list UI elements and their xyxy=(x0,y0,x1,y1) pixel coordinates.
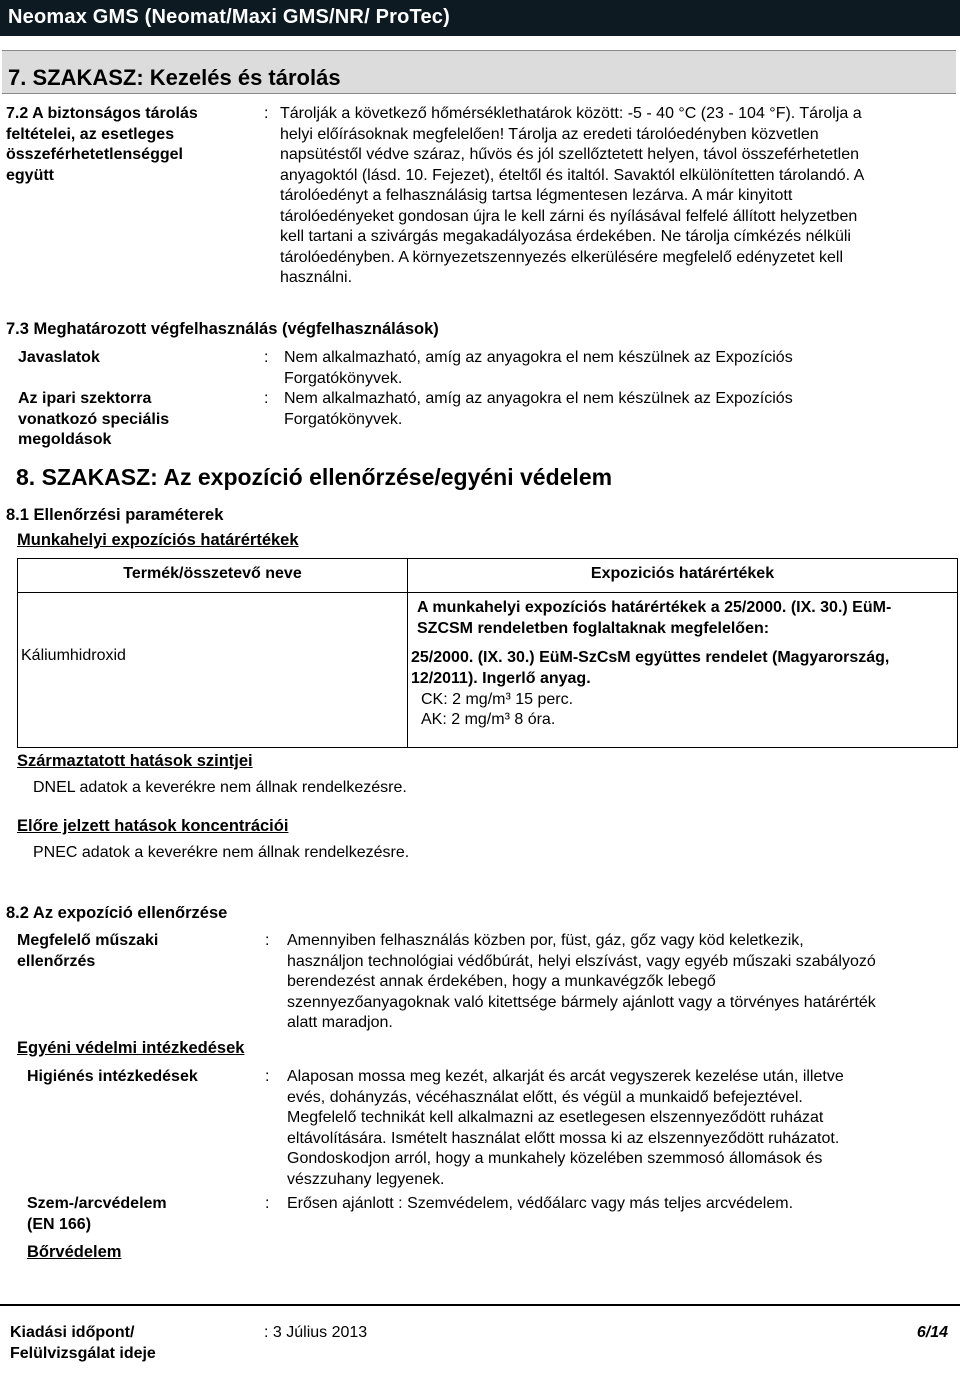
section-7-title: 7. SZAKASZ: Kezelés és tárolás xyxy=(8,65,341,90)
footer-divider xyxy=(0,1304,960,1306)
table-cell-limits-line: A munkahelyi expozíciós határértékek a 25/2000. (IX. 30.) EüM- xyxy=(417,599,892,616)
pnec-text: PNEC adatok a keverékre nem állnak rendelkezésre. xyxy=(33,844,410,861)
table-header-product: Termék/összetevő neve xyxy=(123,565,302,582)
hygiene-text: Alaposan mossa meg kezét, alkarját és arcát vegyszerek kezelése után, illetve evés, dohányzás, vécéhasználat előtt, és végül a munkaidő befejeztével. Megfelelő technikát kell alkalmazni az esetlegesen elszennyeződött ruházat eltávolítására. Ismételt használat előtt mossa ki az elszennyeződött ruházatot. Gondoskodjon arról, hogy a munkahely közelében szemmosó állomások és vészzuhany legyenek. xyxy=(287,1068,844,1188)
eye-protection-text: Erősen ajánlott : Szemvédelem, védőálarc vagy más teljes arcvédelem. xyxy=(287,1195,794,1212)
colon: : xyxy=(264,390,269,407)
footer-issue-label: Kiadási időpont/ Felülvizsgálat ideje xyxy=(10,1324,156,1362)
hygiene-label: Higiénés intézkedések xyxy=(27,1068,198,1085)
table-cell-limits-line: 25/2000. (IX. 30.) EüM-SzCsM együttes rendelet (Magyarország, xyxy=(411,649,890,666)
table-cell-limit-ck: CK: 2 mg/m³ 15 perc. xyxy=(421,691,574,708)
table-divider xyxy=(407,559,408,747)
colon: : xyxy=(265,932,270,949)
product-title: Neomax GMS (Neomat/Maxi GMS/NR/ ProTec) xyxy=(8,6,450,28)
exposure-limits-table xyxy=(17,558,958,748)
skin-protection-title: Bőrvédelem xyxy=(27,1243,122,1261)
table-header-limits: Expoziciós határértékek xyxy=(590,565,775,582)
table-cell-limits-line: 12/2011). Ingerlő anyag. xyxy=(411,670,591,687)
colon: : xyxy=(265,1068,270,1085)
section-8-1-title: 8.1 Ellenőrzési paraméterek xyxy=(6,506,224,524)
section-8-2-title: 8.2 Az expozíció ellenőrzése xyxy=(6,904,228,922)
table-cell-limits-line: SZCSM rendeletben foglaltaknak megfelelően: xyxy=(417,620,770,637)
colon: : xyxy=(264,349,269,366)
colon: : xyxy=(264,105,269,122)
pnec-title: Előre jelzett hatások koncentrációi xyxy=(17,817,289,835)
section-8-title: 8. SZAKASZ: Az expozíció ellenőrzése/egyéni védelem xyxy=(16,464,613,490)
dnel-title: Származtatott hatások szintjei xyxy=(17,752,253,770)
table-cell-limit-ak: AK: 2 mg/m³ 8 óra. xyxy=(421,711,556,728)
personal-protection-title: Egyéni védelmi intézkedések xyxy=(17,1039,245,1057)
dnel-text: DNEL adatok a keverékre nem állnak rendelkezésre. xyxy=(33,779,407,796)
page-number: 6/14 xyxy=(916,1324,948,1341)
storage-conditions-text: Tárolják a következő hőmérséklethatárok között: -5 - 40 °C (23 - 104 °F). Tárolja a helyi előírásoknak megfelelően! Tárolja az eredeti tárolóedényben közvetlen napsütéstől védve száraz, hűvös és jól szellőztetett helyen, távol összeférhetetlen anyagoktól (lásd. 10. Fejezet), ételtől és italtól. Savaktól elkülönítetten tárolandó. A tárolóedényt a felhasználásig tartsa légmentesen lezárva. A már kinyitott tárolóedényeket gondosan újra le kell zárni és nyílásával felfelé állított helyzetben kell tartani a szivárgás megakadályozása érdekében. Ne tárolja címkézés nélküli tárolóedényben. A környezetszennyezés elkerülésére megfelelő edényzetet kell használni. xyxy=(280,105,865,286)
recommendations-label: Javaslatok xyxy=(18,349,100,366)
engineering-controls-text: Amennyiben felhasználás közben por, füst, gáz, gőz vagy köd keletkezik, használjon technológiai védőbúrát, helyi elszívást, vagy egyéb műszaki szabályozó berendezést annak érdekében, hogy a munkavégzők lebegő szennyezőanyagoknak való kitettsége bármely ajánlott vagy a törvényes határérték alatt maradjon. xyxy=(287,932,876,1031)
table-divider xyxy=(18,592,957,593)
industrial-sector-label: Az ipari szektorra vonatkozó speciális megoldások xyxy=(18,390,170,448)
storage-conditions-label: 7.2 A biztonságos tárolás feltételei, az esetleges összeférhetetlenséggel együtt xyxy=(6,105,198,184)
footer-issue-date: : 3 Július 2013 xyxy=(264,1324,368,1341)
section-7-heading-box xyxy=(2,50,956,94)
eye-protection-label: Szem-/arcvédelem (EN 166) xyxy=(27,1195,167,1233)
section-7-3-title: 7.3 Meghatározott végfelhasználás (végfelhasználások) xyxy=(6,320,439,338)
recommendations-text: Nem alkalmazható, amíg az anyagokra el nem készülnek az Expozíciós Forgatókönyvek. xyxy=(284,349,793,387)
colon: : xyxy=(265,1195,270,1212)
table-cell-product: Káliumhidroxid xyxy=(21,647,126,664)
workplace-limits-title: Munkahelyi expozíciós határértékek xyxy=(17,531,299,549)
document-header xyxy=(0,0,960,36)
engineering-controls-label: Megfelelő műszaki ellenőrzés xyxy=(17,932,159,970)
industrial-sector-text: Nem alkalmazható, amíg az anyagokra el nem készülnek az Expozíciós Forgatókönyvek. xyxy=(284,390,793,428)
